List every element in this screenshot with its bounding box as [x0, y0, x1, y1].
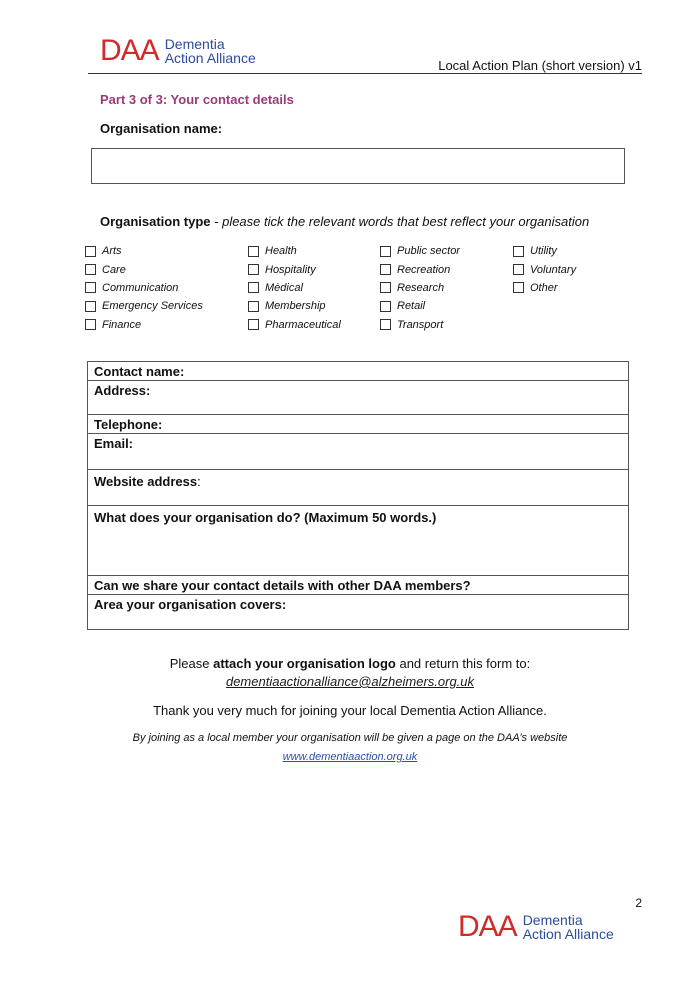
checkbox-icon[interactable]	[380, 319, 391, 330]
checkbox-label: Communication	[102, 281, 179, 294]
checkbox-icon[interactable]	[513, 264, 524, 275]
checkbox-label: Finance	[102, 318, 142, 331]
checkbox-option[interactable]	[248, 297, 388, 315]
return-email-link[interactable]: dementiaactionalliance@alzheimers.org.uk	[225, 674, 475, 689]
checkbox-column-2	[248, 242, 388, 334]
thank-you-text: Thank you very much for joining your local Dementia Action Alliance.	[153, 703, 547, 718]
organisation-type-label: Organisation type	[100, 214, 211, 229]
checkbox-option[interactable]	[85, 279, 225, 297]
footer-logo-line-1: Dementia	[522, 912, 583, 928]
website-link[interactable]: www.dementiaaction.org.uk	[282, 751, 418, 763]
checkbox-label: Health	[265, 245, 297, 258]
checkbox-label: Voluntary	[530, 263, 577, 276]
footer-logo	[458, 912, 614, 942]
checkbox-option[interactable]	[380, 260, 520, 278]
checkbox-label: Hospitality	[265, 263, 316, 276]
checkbox-label: Membership	[265, 300, 326, 313]
checkbox-option[interactable]	[380, 242, 520, 260]
membership-note: By joining as a local member your organisation will be given a page on the DAA’s website	[132, 732, 568, 744]
checkbox-icon[interactable]	[380, 246, 391, 257]
attach-text-bold: attach your organisation logo	[213, 656, 396, 671]
checkbox-option[interactable]	[248, 260, 388, 278]
logo-line-1: Dementia	[164, 36, 225, 52]
checkbox-option[interactable]	[380, 279, 520, 297]
contact-name-field[interactable]	[88, 362, 628, 381]
checkbox-label: Arts	[102, 245, 122, 258]
document-title: Local Action Plan (short version) v1	[438, 58, 642, 73]
attach-instruction	[0, 656, 700, 671]
checkbox-option[interactable]	[85, 242, 225, 260]
organisation-description-label: What does your organisation do? (Maximum 50 words.)	[94, 510, 437, 525]
website-field[interactable]	[88, 470, 628, 506]
telephone-label: Telephone:	[94, 417, 163, 432]
header-logo	[100, 36, 256, 66]
checkbox-option[interactable]	[248, 279, 388, 297]
checkbox-option[interactable]	[248, 316, 388, 334]
page-number: 2	[635, 896, 642, 910]
checkbox-label: Retail	[397, 300, 426, 313]
telephone-field[interactable]	[88, 415, 628, 434]
website-label: Website address	[94, 474, 198, 489]
checkbox-option[interactable]	[513, 242, 653, 260]
checkbox-icon[interactable]	[513, 282, 524, 293]
checkbox-option[interactable]	[85, 260, 225, 278]
checkbox-icon[interactable]	[85, 282, 96, 293]
logo-mark: DAA	[100, 34, 159, 67]
checkbox-column-4	[513, 242, 653, 297]
checkbox-option[interactable]	[513, 260, 653, 278]
checkbox-label: Emergency Services	[102, 300, 203, 313]
address-label: Address:	[94, 383, 151, 398]
checkbox-icon[interactable]	[248, 264, 259, 275]
coverage-area-field[interactable]	[88, 595, 628, 629]
email-label: Email:	[94, 436, 134, 451]
contact-name-label: Contact name:	[94, 364, 185, 379]
checkbox-icon[interactable]	[380, 282, 391, 293]
footer-logo-text	[523, 913, 614, 941]
checkbox-icon[interactable]	[380, 264, 391, 275]
checkbox-icon[interactable]	[380, 301, 391, 312]
attach-text-pre: Please	[169, 656, 214, 671]
email-field[interactable]	[88, 434, 628, 470]
footer-logo-mark: DAA	[458, 910, 517, 943]
checkbox-icon[interactable]	[513, 246, 524, 257]
organisation-name-label: Organisation name:	[100, 121, 223, 136]
checkbox-label: Other	[530, 281, 558, 294]
checkbox-label: Research	[397, 281, 445, 294]
checkbox-icon[interactable]	[85, 319, 96, 330]
share-details-label: Can we share your contact details with other DAA members?	[94, 578, 471, 593]
checkbox-option[interactable]	[85, 316, 225, 334]
checkbox-column-3	[380, 242, 520, 334]
checkbox-label: Recreation	[397, 263, 451, 276]
checkbox-label: Public sector	[397, 245, 460, 258]
checkbox-option[interactable]	[380, 316, 520, 334]
checkbox-label: Care	[102, 263, 126, 276]
header-divider	[88, 73, 642, 74]
organisation-type-heading	[100, 214, 589, 229]
checkbox-icon[interactable]	[248, 246, 259, 257]
website-colon: :	[197, 474, 201, 489]
checkbox-icon[interactable]	[85, 301, 96, 312]
checkbox-icon[interactable]	[248, 282, 259, 293]
organisation-description-field[interactable]	[88, 506, 628, 576]
attach-text-post: and return this form to:	[395, 656, 531, 671]
footer-logo-line-2: Action Alliance	[522, 926, 614, 942]
checkbox-icon[interactable]	[248, 301, 259, 312]
contact-details-table	[87, 361, 629, 630]
checkbox-icon[interactable]	[85, 246, 96, 257]
checkbox-column-1	[85, 242, 225, 334]
part-title: Part 3 of 3: Your contact details	[100, 92, 294, 107]
organisation-type-hint: - please tick the relevant words that best reflect your organisation	[210, 214, 590, 229]
checkbox-option[interactable]	[513, 279, 653, 297]
checkbox-icon[interactable]	[248, 319, 259, 330]
logo-text	[165, 37, 256, 65]
organisation-name-field[interactable]	[91, 148, 625, 184]
address-field[interactable]	[88, 381, 628, 415]
checkbox-label: Pharmaceutical	[265, 318, 341, 331]
checkbox-label: Mėdical	[265, 281, 303, 294]
checkbox-option[interactable]	[380, 297, 520, 315]
checkbox-icon[interactable]	[85, 264, 96, 275]
website-row	[0, 748, 700, 763]
share-details-field[interactable]	[88, 576, 628, 595]
return-email-row	[0, 674, 700, 689]
checkbox-label: Transport	[397, 318, 444, 331]
checkbox-label: Utility	[530, 245, 557, 258]
checkbox-option[interactable]	[248, 242, 388, 260]
coverage-area-label: Area your organisation covers:	[94, 597, 287, 612]
checkbox-option[interactable]	[85, 297, 225, 315]
logo-line-2: Action Alliance	[164, 50, 256, 66]
